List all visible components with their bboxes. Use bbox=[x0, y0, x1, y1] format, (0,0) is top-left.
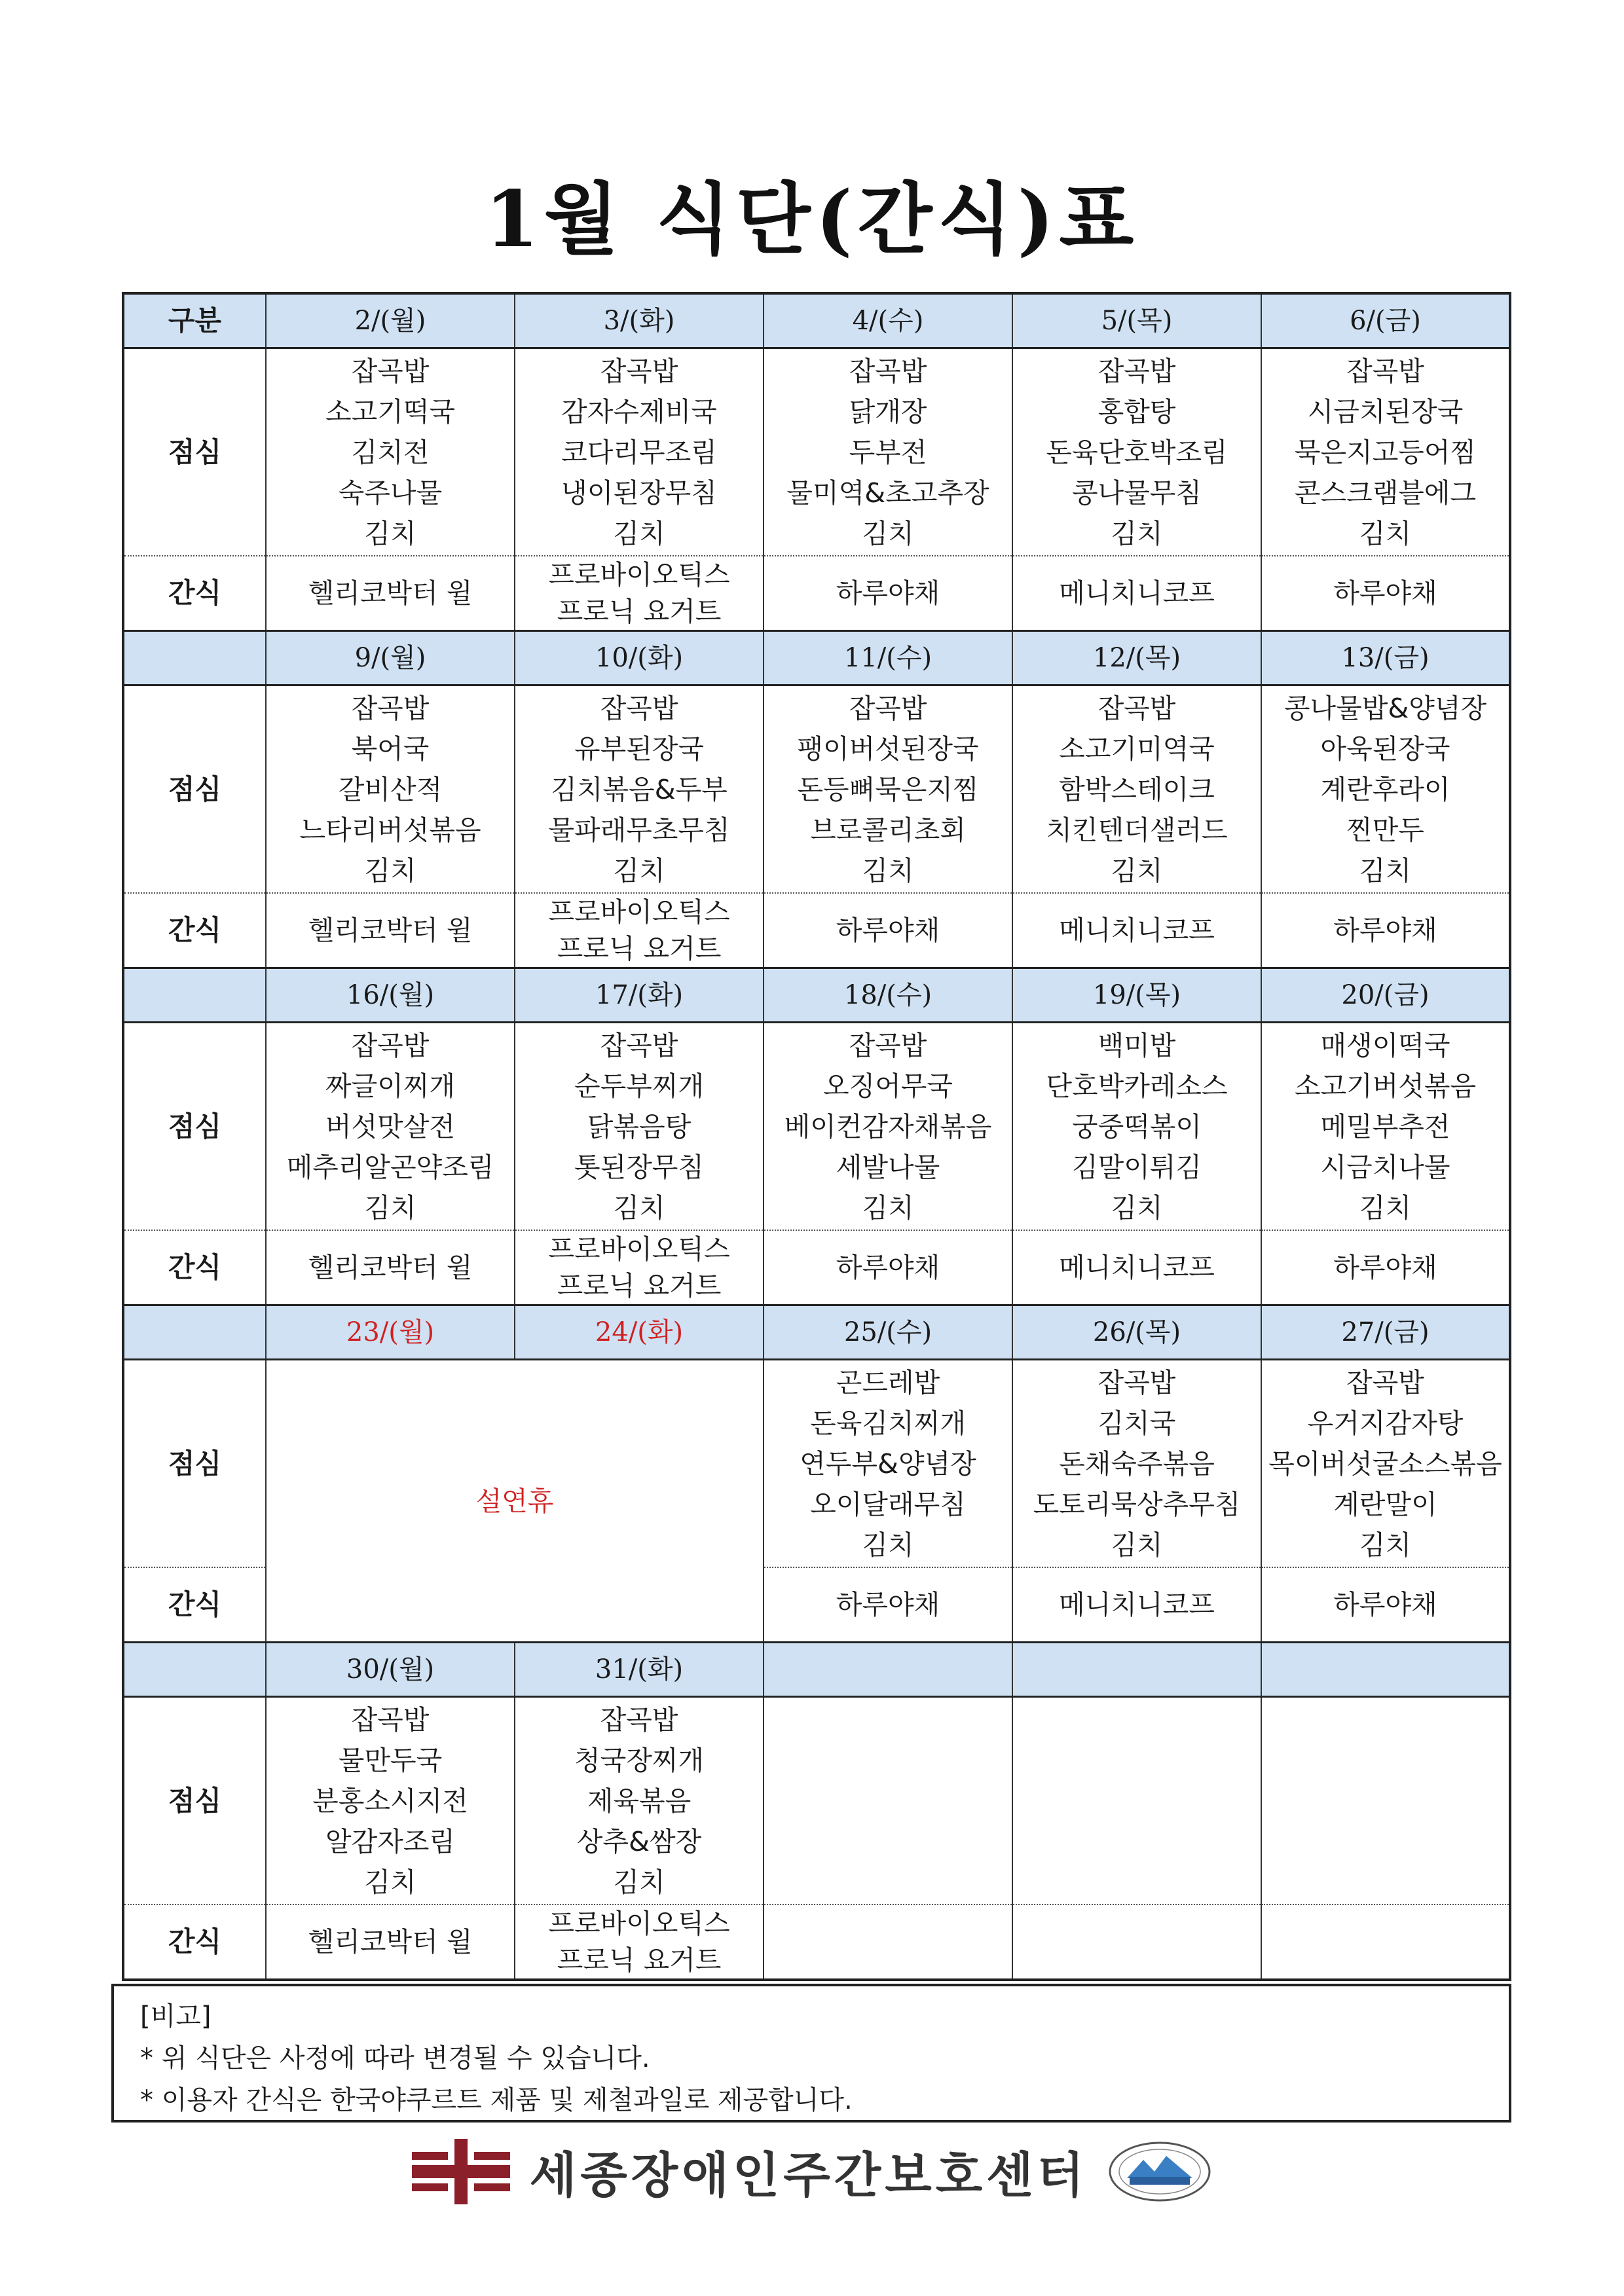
menu-item: 느타리버섯볶음 bbox=[299, 814, 481, 846]
snack-item: 프로닉 요거트 bbox=[557, 1944, 722, 1976]
menu-item: 버섯맛살전 bbox=[325, 1110, 456, 1142]
menu-item: 찐만두 bbox=[1346, 814, 1424, 846]
menu-item: 잡곡밥 bbox=[849, 355, 927, 387]
menu-item: 김치 bbox=[1359, 1529, 1412, 1561]
blank-header-cell bbox=[123, 1305, 266, 1360]
snack-item: 하루야채 bbox=[1333, 1252, 1437, 1283]
lunch-row bbox=[123, 1023, 1510, 1231]
lunch-label: 점심 bbox=[123, 1023, 266, 1231]
menu-item: 김치 bbox=[364, 1192, 416, 1224]
menu-item: 시금치된장국 bbox=[1307, 395, 1464, 428]
page-title: 1월 식단(간식)표 bbox=[485, 173, 1139, 264]
date-cell bbox=[764, 1643, 1012, 1697]
lunch-row bbox=[123, 685, 1510, 894]
menu-item: 소고기버섯볶음 bbox=[1294, 1070, 1477, 1102]
snack-item: 프로닉 요거트 bbox=[557, 933, 722, 964]
menu-item: 소고기떡국 bbox=[325, 395, 456, 428]
date-cell: 13/(금) bbox=[1261, 631, 1510, 685]
menu-item: 베이컨감자채볶음 bbox=[784, 1110, 992, 1142]
menu-item: 김치 bbox=[364, 854, 416, 886]
snack-cell bbox=[1012, 1904, 1261, 1980]
snack-item: 프로닉 요거트 bbox=[557, 596, 722, 627]
snack-label: 간식 bbox=[123, 893, 266, 968]
snack-row bbox=[123, 1230, 1510, 1305]
snack-cell bbox=[1261, 1567, 1510, 1643]
organization-seal-icon bbox=[1107, 2139, 1212, 2204]
snack-cell bbox=[764, 1904, 1012, 1980]
snack-cell bbox=[515, 1904, 764, 1980]
date-cell: 12/(목) bbox=[1012, 631, 1261, 685]
menu-item: 김치 bbox=[1359, 854, 1412, 886]
snack-item: 프로바이오틱스 bbox=[548, 1908, 730, 1939]
menu-item: 톳된장무침 bbox=[574, 1151, 705, 1183]
menu-item: 오징어무국 bbox=[822, 1070, 953, 1102]
menu-item: 매생이떡국 bbox=[1320, 1029, 1450, 1061]
menu-item: 시금치나물 bbox=[1320, 1151, 1450, 1183]
organization-logo-icon bbox=[412, 2139, 510, 2204]
organization-name: 세종장애인주간보호센터 bbox=[529, 2147, 1088, 2204]
lunch-cell bbox=[1261, 348, 1510, 556]
menu-item: 잡곡밥 bbox=[1346, 355, 1424, 387]
date-cell: 5/(목) bbox=[1012, 293, 1261, 348]
snack-item: 헬리코박터 윌 bbox=[308, 577, 473, 609]
snack-item: 하루야채 bbox=[836, 1589, 940, 1620]
menu-item: 짜글이찌개 bbox=[325, 1070, 456, 1102]
lunch-row bbox=[123, 1360, 1510, 1568]
date-cell bbox=[1012, 1643, 1261, 1697]
menu-item: 김치 bbox=[364, 517, 416, 549]
snack-item: 하루야채 bbox=[1333, 1589, 1437, 1620]
notes-heading: [비고] bbox=[140, 2001, 212, 2032]
menu-item: 홍합탕 bbox=[1098, 395, 1176, 428]
snack-item: 메니치니코프 bbox=[1059, 577, 1215, 609]
snack-item: 하루야채 bbox=[836, 915, 940, 946]
snack-cell bbox=[1012, 893, 1261, 968]
menu-item: 콩나물무침 bbox=[1071, 477, 1202, 509]
menu-item: 김치전 bbox=[351, 436, 430, 468]
snack-cell bbox=[515, 556, 764, 631]
menu-item: 김치 bbox=[613, 1866, 665, 1898]
menu-item: 김치 bbox=[613, 517, 665, 549]
lunch-cell bbox=[764, 348, 1012, 556]
menu-item: 김치 bbox=[1111, 854, 1163, 886]
snack-cell bbox=[1261, 893, 1510, 968]
lunch-cell bbox=[1012, 1023, 1261, 1231]
snack-cell bbox=[764, 556, 1012, 631]
menu-item: 제육볶음 bbox=[587, 1785, 692, 1817]
menu-item: 목이버섯굴소스볶음 bbox=[1268, 1448, 1502, 1480]
menu-item: 북어국 bbox=[351, 733, 430, 765]
snack-row bbox=[123, 1904, 1510, 1980]
menu-item: 김치 bbox=[1359, 517, 1412, 549]
date-cell: 25/(수) bbox=[764, 1305, 1012, 1360]
menu-item: 잡곡밥 bbox=[600, 355, 678, 387]
menu-item: 김치 bbox=[1111, 1529, 1163, 1561]
menu-item: 코다리무조림 bbox=[561, 436, 717, 468]
snack-item: 하루야채 bbox=[836, 1252, 940, 1283]
snack-item: 메니치니코프 bbox=[1059, 1252, 1215, 1283]
date-cell: 19/(목) bbox=[1012, 968, 1261, 1023]
menu-item: 우거지감자탕 bbox=[1307, 1407, 1464, 1439]
holiday-cell: 설연휴 bbox=[266, 1360, 764, 1643]
menu-item: 김치 bbox=[364, 1866, 416, 1898]
menu-item: 계란말이 bbox=[1333, 1488, 1437, 1520]
lunch-cell bbox=[1012, 685, 1261, 894]
lunch-cell bbox=[1261, 1360, 1510, 1568]
menu-item: 김치 bbox=[1111, 517, 1163, 549]
snack-cell bbox=[515, 1230, 764, 1305]
menu-item: 팽이버섯된장국 bbox=[797, 733, 979, 765]
menu-item: 잡곡밥 bbox=[1346, 1366, 1424, 1398]
menu-item: 연두부&양념장 bbox=[800, 1448, 976, 1480]
menu-item: 브로콜리초회 bbox=[810, 814, 966, 846]
menu-item: 갈비산적 bbox=[338, 773, 443, 805]
note-line: * 위 식단은 사정에 따라 변경될 수 있습니다. bbox=[140, 2043, 650, 2073]
menu-item: 잡곡밥 bbox=[849, 1029, 927, 1061]
snack-row bbox=[123, 893, 1510, 968]
menu-item: 잡곡밥 bbox=[600, 1029, 678, 1061]
menu-item: 닭개장 bbox=[849, 395, 927, 428]
menu-item: 김치 bbox=[613, 854, 665, 886]
snack-cell bbox=[515, 893, 764, 968]
menu-item: 김치 bbox=[862, 854, 914, 886]
menu-item: 분홍소시지전 bbox=[312, 1785, 468, 1817]
lunch-cell bbox=[515, 1697, 764, 1905]
snack-cell bbox=[266, 893, 515, 968]
menu-item: 세발나물 bbox=[836, 1151, 940, 1183]
snack-item: 프로바이오틱스 bbox=[548, 896, 730, 928]
menu-item: 김치 bbox=[862, 1192, 914, 1224]
snack-item: 하루야채 bbox=[836, 577, 940, 609]
menu-item: 김치 bbox=[613, 1192, 665, 1224]
menu-item: 잡곡밥 bbox=[849, 692, 927, 724]
date-cell: 11/(수) bbox=[764, 631, 1012, 685]
snack-item: 프로바이오틱스 bbox=[548, 559, 730, 591]
menu-item: 소고기미역국 bbox=[1059, 733, 1215, 765]
snack-cell bbox=[764, 1230, 1012, 1305]
menu-item: 물파래무초무침 bbox=[548, 814, 730, 846]
snack-label: 간식 bbox=[123, 1904, 266, 1980]
menu-item: 잡곡밥 bbox=[1098, 692, 1176, 724]
menu-item: 잡곡밥 bbox=[1098, 1366, 1176, 1398]
lunch-cell bbox=[764, 685, 1012, 894]
menu-item: 단호박카레소스 bbox=[1046, 1070, 1228, 1102]
date-cell: 31/(화) bbox=[515, 1643, 764, 1697]
date-cell: 3/(화) bbox=[515, 293, 764, 348]
menu-item: 물미역&초고추장 bbox=[786, 477, 989, 509]
blank-header-cell bbox=[123, 1643, 266, 1697]
snack-item: 헬리코박터 윌 bbox=[308, 915, 473, 946]
menu-item: 묵은지고등어찜 bbox=[1294, 436, 1477, 468]
snack-item: 메니치니코프 bbox=[1059, 1589, 1215, 1620]
snack-cell bbox=[1012, 1567, 1261, 1643]
lunch-cell bbox=[515, 685, 764, 894]
lunch-label: 점심 bbox=[123, 1360, 266, 1568]
date-row bbox=[123, 1305, 1510, 1360]
menu-item: 돈육김치찌개 bbox=[810, 1407, 966, 1439]
date-cell: 2/(월) bbox=[266, 293, 515, 348]
menu-item: 메추리알곤약조림 bbox=[286, 1151, 494, 1183]
date-row bbox=[123, 631, 1510, 685]
date-cell bbox=[1261, 1643, 1510, 1697]
date-cell: 6/(금) bbox=[1261, 293, 1510, 348]
snack-item: 헬리코박터 윌 bbox=[308, 1926, 473, 1958]
snack-label: 간식 bbox=[123, 1230, 266, 1305]
snack-cell bbox=[1261, 1230, 1510, 1305]
menu-item: 오이달래무침 bbox=[810, 1488, 966, 1520]
lunch-cell bbox=[266, 1697, 515, 1905]
menu-item: 잡곡밥 bbox=[600, 692, 678, 724]
menu-item: 물만두국 bbox=[338, 1744, 443, 1776]
lunch-cell bbox=[1261, 1023, 1510, 1231]
snack-item: 프로닉 요거트 bbox=[557, 1270, 722, 1302]
lunch-cell bbox=[515, 1023, 764, 1231]
lunch-cell bbox=[1012, 1360, 1261, 1568]
menu-item: 돈육단호박조림 bbox=[1046, 436, 1228, 468]
menu-item: 잡곡밥 bbox=[600, 1704, 678, 1736]
menu-item: 잡곡밥 bbox=[351, 1704, 430, 1736]
footer bbox=[0, 2136, 1624, 2208]
menu-item: 닭볶음탕 bbox=[587, 1110, 692, 1142]
menu-item: 돈채숙주볶음 bbox=[1059, 1448, 1215, 1480]
menu-item: 궁중떡볶이 bbox=[1071, 1110, 1202, 1142]
menu-item: 아욱된장국 bbox=[1320, 733, 1450, 765]
snack-cell bbox=[266, 1230, 515, 1305]
menu-item: 돈등뼈묵은지찜 bbox=[797, 773, 979, 805]
snack-cell bbox=[764, 893, 1012, 968]
date-cell: 17/(화) bbox=[515, 968, 764, 1023]
menu-item: 김말이튀김 bbox=[1071, 1151, 1202, 1183]
menu-item: 계란후라이 bbox=[1320, 773, 1450, 805]
blank-header-cell bbox=[123, 968, 266, 1023]
lunch-cell bbox=[515, 348, 764, 556]
menu-item: 콘스크램블에그 bbox=[1294, 477, 1477, 509]
date-row bbox=[123, 1643, 1510, 1697]
snack-cell bbox=[1012, 556, 1261, 631]
menu-item: 알감자조림 bbox=[325, 1825, 456, 1857]
menu-item: 숙주나물 bbox=[338, 477, 443, 509]
menu-item: 잡곡밥 bbox=[351, 692, 430, 724]
lunch-cell bbox=[266, 1023, 515, 1231]
menu-item: 김치국 bbox=[1098, 1407, 1176, 1439]
lunch-label: 점심 bbox=[123, 348, 266, 556]
blank-header-cell bbox=[123, 631, 266, 685]
date-cell: 23/(월) bbox=[266, 1305, 515, 1360]
menu-item: 유부된장국 bbox=[574, 733, 705, 765]
menu-item: 잡곡밥 bbox=[1098, 355, 1176, 387]
date-cell: 24/(화) bbox=[515, 1305, 764, 1360]
lunch-label: 점심 bbox=[123, 685, 266, 894]
lunch-cell bbox=[1261, 1697, 1510, 1905]
lunch-cell bbox=[764, 1697, 1012, 1905]
snack-row bbox=[123, 556, 1510, 631]
date-row bbox=[123, 968, 1510, 1023]
menu-item: 백미밥 bbox=[1098, 1029, 1176, 1061]
lunch-label: 점심 bbox=[123, 1697, 266, 1905]
lunch-cell bbox=[764, 1023, 1012, 1231]
date-cell: 16/(월) bbox=[266, 968, 515, 1023]
menu-item: 메밀부추전 bbox=[1320, 1110, 1450, 1142]
menu-item: 김치 bbox=[1111, 1192, 1163, 1224]
snack-cell bbox=[1261, 1904, 1510, 1980]
date-cell: 18/(수) bbox=[764, 968, 1012, 1023]
menu-item: 곤드레밥 bbox=[836, 1366, 940, 1398]
lunch-row bbox=[123, 1697, 1510, 1905]
date-cell: 10/(화) bbox=[515, 631, 764, 685]
snack-cell bbox=[1012, 1230, 1261, 1305]
menu-item: 두부전 bbox=[849, 436, 927, 468]
date-cell: 30/(월) bbox=[266, 1643, 515, 1697]
menu-item: 김치 bbox=[862, 517, 914, 549]
snack-item: 하루야채 bbox=[1333, 577, 1437, 609]
menu-item: 청국장찌개 bbox=[574, 1744, 705, 1776]
category-header: 구분 bbox=[123, 293, 266, 348]
menu-item: 김치 bbox=[1359, 1192, 1412, 1224]
menu-item: 잡곡밥 bbox=[351, 1029, 430, 1061]
lunch-cell bbox=[1012, 1697, 1261, 1905]
snack-label: 간식 bbox=[123, 1567, 266, 1643]
date-cell: 9/(월) bbox=[266, 631, 515, 685]
lunch-cell bbox=[1012, 348, 1261, 556]
menu-item: 감자수제비국 bbox=[561, 395, 717, 428]
menu-item: 치킨텐더샐러드 bbox=[1046, 814, 1228, 846]
snack-item: 하루야채 bbox=[1333, 915, 1437, 946]
date-cell: 20/(금) bbox=[1261, 968, 1510, 1023]
menu-item: 김치 bbox=[862, 1529, 914, 1561]
note-line: * 이용자 간식은 한국야쿠르트 제품 및 제철과일로 제공합니다. bbox=[140, 2085, 853, 2115]
snack-item: 메니치니코프 bbox=[1059, 915, 1215, 946]
date-row bbox=[123, 293, 1510, 348]
menu-item: 냉이된장무침 bbox=[561, 477, 717, 509]
lunch-cell bbox=[1261, 685, 1510, 894]
notes-box bbox=[111, 1984, 1511, 2123]
lunch-row bbox=[123, 348, 1510, 556]
date-cell: 27/(금) bbox=[1261, 1305, 1510, 1360]
snack-label: 간식 bbox=[123, 556, 266, 631]
menu-item: 김치볶음&두부 bbox=[551, 773, 728, 805]
snack-cell bbox=[266, 556, 515, 631]
date-cell: 4/(수) bbox=[764, 293, 1012, 348]
lunch-cell bbox=[266, 685, 515, 894]
date-cell: 26/(목) bbox=[1012, 1305, 1261, 1360]
menu-item: 상추&쌈장 bbox=[576, 1825, 702, 1857]
lunch-cell bbox=[764, 1360, 1012, 1568]
lunch-cell bbox=[266, 348, 515, 556]
snack-item: 프로바이오틱스 bbox=[548, 1233, 730, 1265]
menu-item: 도토리묵상추무침 bbox=[1033, 1488, 1241, 1520]
snack-cell bbox=[764, 1567, 1012, 1643]
menu-item: 잡곡밥 bbox=[351, 355, 430, 387]
menu-item: 함박스테이크 bbox=[1059, 773, 1215, 805]
menu-item: 콩나물밥&양념장 bbox=[1283, 692, 1487, 724]
menu-item: 순두부찌개 bbox=[574, 1070, 705, 1102]
snack-item: 헬리코박터 윌 bbox=[308, 1252, 473, 1283]
menu-table bbox=[122, 292, 1511, 1981]
snack-cell bbox=[1261, 556, 1510, 631]
snack-cell bbox=[266, 1904, 515, 1980]
